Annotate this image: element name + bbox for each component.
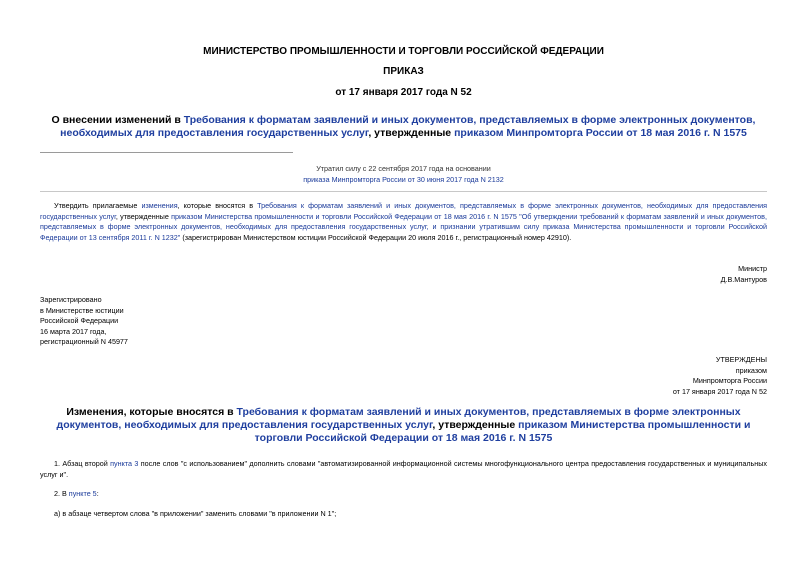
point-3-link[interactable]: пункта 3 [110, 459, 139, 468]
lost-force-text: Утратил силу с 22 сентября 2017 года на основании [316, 164, 491, 173]
divider-short [40, 152, 293, 153]
changes-link[interactable]: изменения [141, 201, 178, 210]
signature-block [567, 264, 767, 285]
item-2 [40, 489, 767, 500]
changes-title [40, 406, 767, 445]
p1-text-d: (зарегистрирован Министерством юстиции Российской Федерации 20 июля 2016 г., регистрационный номер 42910). [180, 232, 572, 242]
changes-title-middle: , утвержденные [432, 419, 519, 431]
item-1-text-a: 1. Абзац второй [54, 459, 111, 468]
approved-line-1: УТВЕРЖДЕНЫ [715, 355, 767, 364]
item-1-text-b: после слов "с использованием" дополнить словами "автоматизированной информационной системы многофункционального центра предоставления государственных и муниципальных услуг и". [40, 459, 767, 479]
registration-block [40, 295, 240, 348]
order-heading: ПРИКАЗ [383, 66, 424, 77]
registration-line-1: Зарегистрировано [40, 295, 102, 304]
item-3: а) в абзаце четвертом слова "в приложении" заменить словами "в приложении N 1"; [54, 509, 337, 518]
order-1575-link-body[interactable]: приказом Министерства промышленности и торговли Российской Федерации от 18 мая 2016 г. N 1575 "Об утверждении требований к форматам заявлений и иных документов, представляемых в форме электронных документов, необходимых для предоставления государственных услуг, и признании утратившим силу приказа Министерства промышленности и торговли Российской Федерации от 13 сентября 2011 г. N 1232" [40, 211, 767, 242]
registration-line-5: регистрационный N 45977 [40, 337, 128, 346]
approved-line-4: от 17 января 2017 года N 52 [672, 386, 767, 396]
order-1575-link-2[interactable]: приказом Министерства промышленности и торговли Российской Федерации от 18 мая 2016 г. N 1575 [254, 419, 751, 444]
order-1575-link[interactable]: приказом Минпромторга России от 18 мая 2016 г. N 1575 [454, 127, 747, 139]
p1-text-a: Утвердить прилагаемые [54, 201, 142, 210]
body-paragraph [40, 201, 767, 243]
item-1 [40, 459, 767, 480]
p1-text-c: , утвержденные [115, 211, 172, 221]
signature-name: Д.В.Мантуров [720, 274, 767, 284]
ministry-heading: МИНИСТЕРСТВО ПРОМЫШЛЕННОСТИ И ТОРГОВЛИ РОССИЙСКОЙ ФЕДЕРАЦИИ [203, 46, 604, 57]
point-5-link[interactable]: пункте 5 [68, 489, 97, 498]
title-prefix: О внесении изменений в [51, 114, 184, 126]
registration-line-4: 16 марта 2017 года, [40, 326, 107, 336]
registration-line-3: Российской Федерации [40, 316, 119, 325]
document-title [40, 114, 767, 140]
divider-full [40, 191, 767, 192]
requirements-link-2[interactable]: Требования к форматам заявлений и иных документов, представляемых в форме электронных документов, необходимых для предоставления государственных услуг [56, 406, 741, 431]
registration-line-2: в Министерстве юстиции [40, 305, 124, 315]
order-2132-link[interactable]: приказа Минпромторга России от 30 июня 2017 года N 2132 [303, 174, 504, 184]
requirements-link[interactable]: Требования к форматам заявлений и иных документов, представляемых в форме электронных документов, необходимых для предоставления государственных услуг [60, 114, 756, 139]
title-middle: , утвержденные [368, 127, 455, 139]
item-2-text-a: 2. В [54, 489, 69, 498]
signature-role: Министр [738, 264, 767, 273]
approved-line-3: Минпромторга России [692, 376, 767, 385]
changes-title-prefix: Изменения, которые вносятся в [66, 406, 237, 418]
p1-text-b: , которые вносятся в [177, 201, 258, 210]
requirements-link-body[interactable]: Требования к форматам заявлений и иных документов, представляемых в форме электронных документов, необходимых для предоставления государственных услуг [40, 201, 767, 221]
approved-line-2: приказом [735, 365, 767, 375]
item-2-text-b: : [96, 489, 99, 498]
approved-block [547, 355, 767, 397]
order-date: от 17 января 2017 года N 52 [335, 87, 472, 98]
lost-force-notice [0, 164, 807, 185]
